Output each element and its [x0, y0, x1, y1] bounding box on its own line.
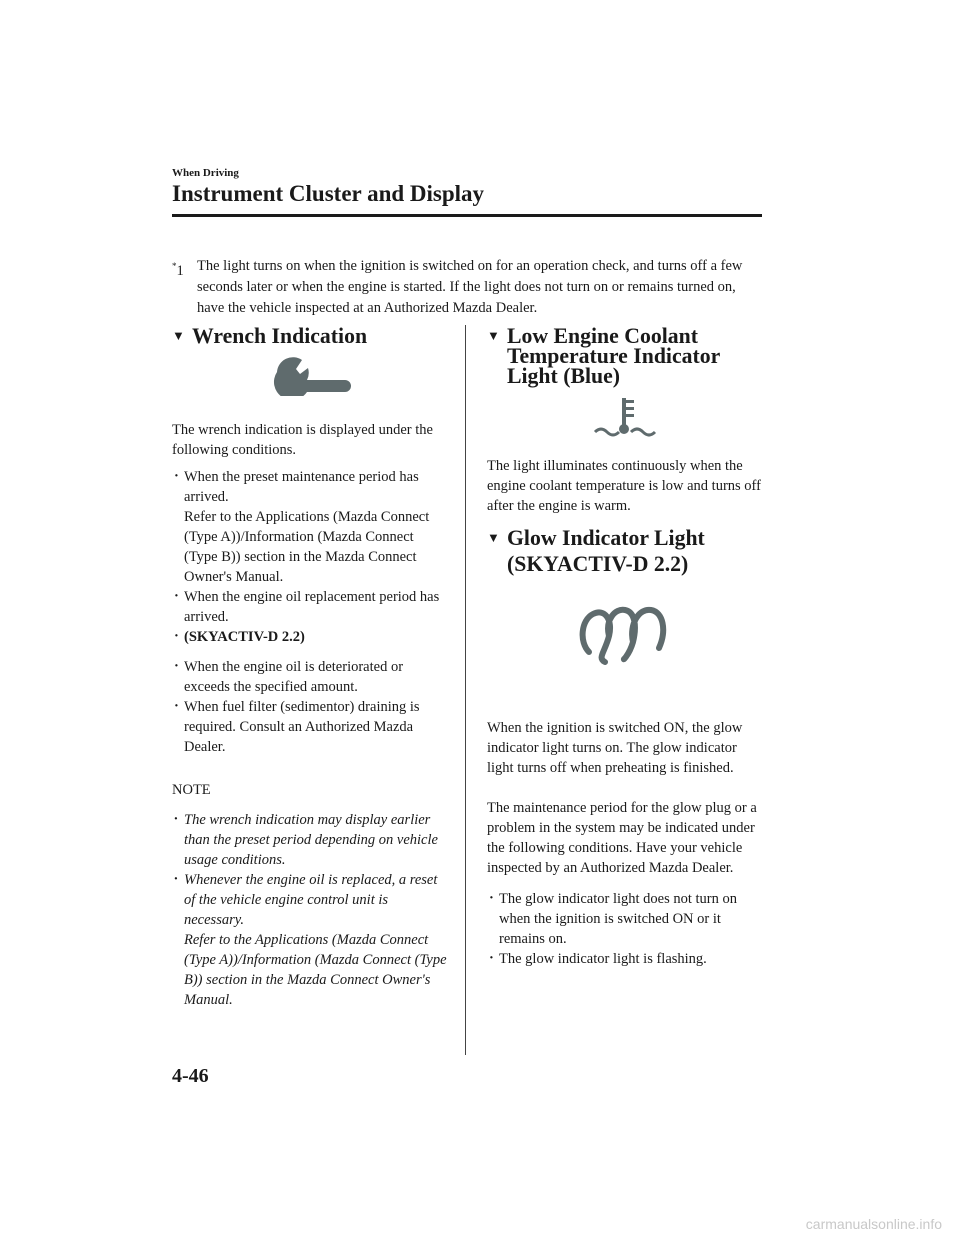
list-item: · When fuel filter (sedimentor) draining is required. Consult an Authorized Mazda Dealer. [172, 697, 450, 757]
glow-heading: ▼ Glow Indicator Light (SKYACTIV-D 2.2) [487, 526, 705, 576]
note-label: NOTE [172, 782, 211, 798]
list-item: · The glow indicator light is flashing. [487, 949, 762, 969]
list-item: · (SKYACTIV-D 2.2) [172, 627, 450, 647]
section-label: When Driving [172, 167, 239, 179]
right-column [487, 326, 762, 969]
footnote-text: The light turns on when the ignition is switched on for an operation check, and turns off a few seconds later or when the engine is started. If the light does not turn on or remains turned on, have the vehicle inspected at an Authorized Mazda Dealer. [197, 258, 743, 316]
page-number: 4-46 [172, 1065, 209, 1087]
wrench-icon [172, 356, 450, 404]
wrench-sub-list [172, 657, 450, 757]
list-item: · The wrench indication may display earlier than the preset period depending on vehicle usage conditions. [172, 810, 450, 870]
triangle-marker: ▼ [487, 530, 500, 545]
footnote-marker: *1 [172, 261, 184, 279]
coolant-temperature-icon [487, 394, 762, 448]
title-rule [172, 214, 762, 217]
list-item: · Whenever the engine oil is replaced, a reset of the vehicle engine control unit is necessary. Refer to the Applications (Mazda Connect (Type A))/Information (Mazda Connect (Type B)) section in the Mazda Connect Owner's Manual. [172, 870, 450, 1010]
glow-conditions-list [487, 889, 762, 969]
triangle-marker: ▼ [172, 328, 185, 343]
wrench-heading: ▼ Wrench Indication [172, 324, 368, 348]
triangle-marker: ▼ [487, 328, 500, 343]
coolant-heading: ▼ Low Engine Coolant Temperature Indicator Light (Blue) [487, 324, 720, 388]
note-list [172, 810, 450, 1010]
glow-text-2: The maintenance period for the glow plug or a problem in the system may be indicated under the following conditions. Have your vehicle inspected by an Authorized Mazda Dealer. [487, 800, 757, 876]
glow-plug-icon [487, 594, 762, 674]
list-item: · The glow indicator light does not turn on when the ignition is switched ON or it remains on. [487, 889, 762, 949]
wrench-intro: The wrench indication is displayed under the following conditions. [172, 422, 433, 458]
glow-text-1: When the ignition is switched ON, the glow indicator light turns on. The glow indicator light turns off when preheating is finished. [487, 720, 743, 776]
list-item: · When the engine oil is deteriorated or exceeds the specified amount. [172, 657, 450, 697]
wrench-conditions-list [172, 467, 450, 647]
list-item: · When the preset maintenance period has arrived. Refer to the Applications (Mazda Connect (Type A))/Information (Mazda Connect (Type B)) section in the Mazda Connect Owner's Manual. [172, 467, 450, 587]
coolant-text: The light illuminates continuously when the engine coolant temperature is low and turns off after the engine is warm. [487, 458, 761, 514]
column-divider [465, 325, 466, 1055]
page-title: Instrument Cluster and Display [172, 181, 485, 206]
footnote [172, 256, 762, 319]
list-item: · When the engine oil replacement period has arrived. [172, 587, 450, 627]
left-column [172, 326, 450, 1010]
watermark: carmanualsonline.info [805, 1216, 942, 1232]
